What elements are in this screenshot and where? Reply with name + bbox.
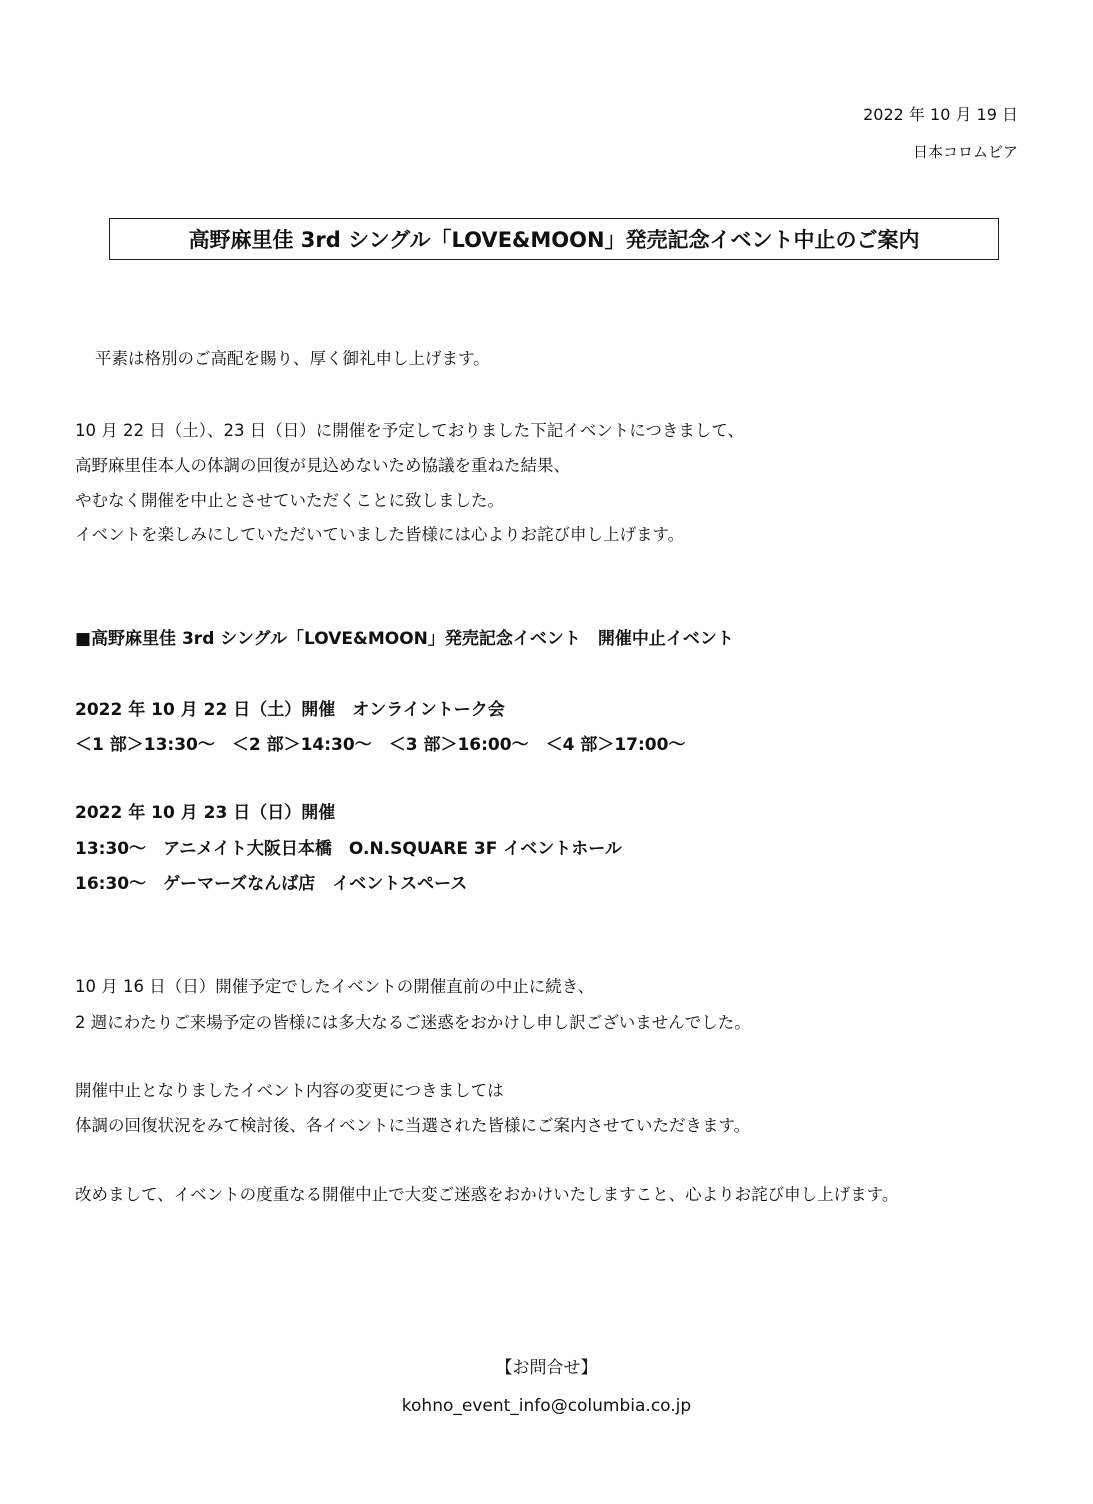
paragraph3-line1: 開催中止となりましたイベント内容の変更につきましては	[75, 1081, 504, 1100]
paragraph1-line4: イベントを楽しみにしていただいていました皆様には心よりお詫び申し上げます。	[75, 525, 685, 544]
document-date: 2022 年 10 月 19 日	[863, 105, 1018, 124]
paragraph1-line3: やむなく開催を中止とさせていただくことに致しました。	[75, 491, 504, 510]
paragraph2-line1: 10 月 16 日（日）開催予定でしたイベントの開催直前の中止に続き、	[75, 977, 595, 996]
contact-label: 【お問合せ】	[495, 1358, 598, 1378]
document-title: 高野麻里佳 3rd シングル「LOVE&MOON」発売記念イベント中止のご案内	[188, 228, 920, 252]
event-day2-slot1: 13:30～ アニメイト大阪日本橋 O.N.SQUARE 3F イベントホール	[75, 839, 622, 859]
greeting-text: 平素は格別のご高配を賜り、厚く御礼申し上げます。	[95, 349, 490, 368]
paragraph3-line2: 体調の回復状況をみて検討後、各イベントに当選された皆様にご案内させていただきます。	[75, 1116, 751, 1135]
event-day2-slot2: 16:30～ ゲーマーズなんば店 イベントスペース	[75, 874, 468, 894]
contact-email[interactable]: kohno_event_info@columbia.co.jp	[401, 1396, 692, 1416]
company-name: 日本コロムビア	[912, 143, 1018, 161]
paragraph2-line2: 2 週にわたりご来場予定の皆様には多大なるご迷惑をおかけし申し訳ございませんでした。	[75, 1013, 751, 1032]
event-day1-times: ＜1 部＞13:30～ ＜2 部＞14:30～ ＜3 部＞16:00～ ＜4 部＞17:00～	[75, 735, 686, 755]
paragraph1-line2: 高野麻里佳本人の体調の回復が見込めないため協議を重ねた結果、	[75, 456, 570, 475]
paragraph1-line1: 10 月 22 日（土）、23 日（日）に開催を予定しておりました下記イベントにつきまして、	[75, 421, 745, 440]
event-day2-line: 2022 年 10 月 23 日（日）開催	[75, 803, 336, 823]
event-section-heading: ■高野麻里佳 3rd シングル「LOVE&MOON」発売記念イベント 開催中止イベント	[75, 629, 734, 649]
document-title-box	[109, 218, 999, 260]
paragraph4-text: 改めまして、イベントの度重なる開催中止で大変ご迷惑をおかけいたしますこと、心よりお詫び申し上げます。	[75, 1185, 899, 1204]
event-day1-line: 2022 年 10 月 22 日（土）開催 オンライントーク会	[75, 700, 505, 720]
